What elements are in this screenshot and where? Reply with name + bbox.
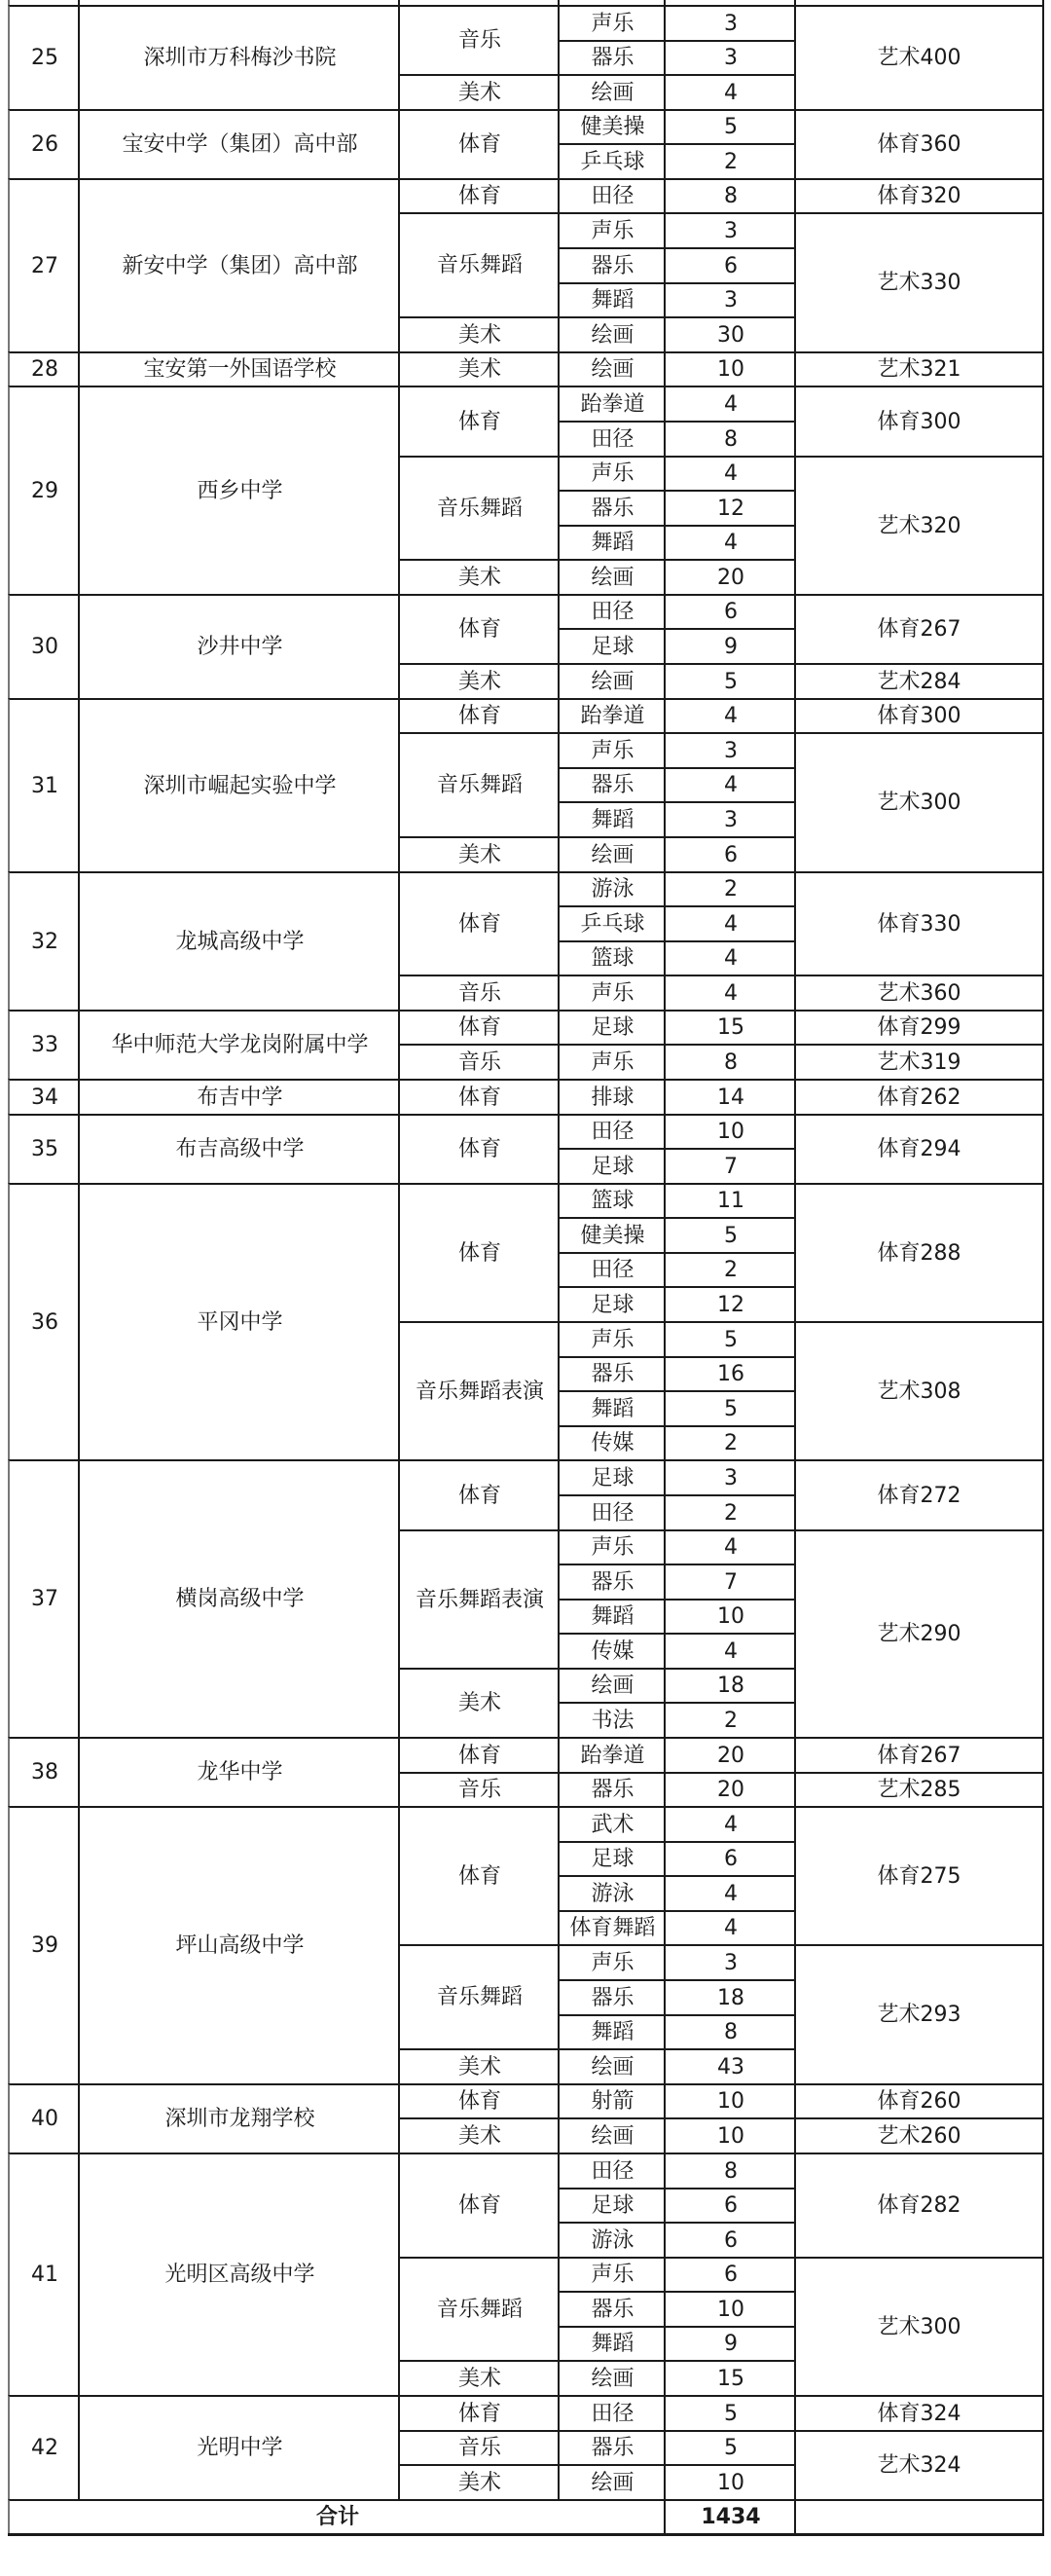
sub-item-cell: 声乐 (558, 1944, 666, 1981)
school-name: 龙城高级中学 (78, 871, 400, 1012)
quota-count-cell: 7 (664, 1564, 796, 1601)
quota-count-cell: 10 (664, 1599, 796, 1635)
sub-item-cell: 绘画 (558, 663, 666, 700)
school-number: 33 (8, 1010, 80, 1081)
school-name: 新安中学（集团）高中部 (78, 178, 400, 353)
school-number: 40 (8, 2083, 80, 2154)
school-name: 布吉高级中学 (78, 1114, 400, 1185)
score-line-cell: 体育320 (794, 178, 1044, 214)
quota-count-cell: 3 (664, 1459, 796, 1496)
quota-count-cell: 6 (664, 247, 796, 284)
school-number: 30 (8, 594, 80, 700)
category-cell: 音乐舞蹈 (398, 456, 560, 561)
sub-item-cell: 传媒 (558, 1425, 666, 1461)
sub-item-cell: 足球 (558, 1459, 666, 1496)
sub-item-cell: 足球 (558, 1148, 666, 1185)
sub-item-cell: 田径 (558, 421, 666, 458)
quota-count-cell: 20 (664, 1737, 796, 1774)
quota-count-cell: 3 (664, 40, 796, 76)
category-cell: 美术 (398, 559, 560, 596)
sub-item-cell: 绘画 (558, 2360, 666, 2397)
quota-count-cell: 8 (664, 2153, 796, 2190)
quota-count-cell: 43 (664, 2048, 796, 2085)
school-number: 42 (8, 2395, 80, 2501)
school-number: 27 (8, 178, 80, 353)
school-number: 25 (8, 5, 80, 111)
school-number: 31 (8, 698, 80, 873)
sub-item-cell: 舞蹈 (558, 801, 666, 838)
sub-item-cell: 足球 (558, 628, 666, 665)
category-cell: 音乐 (398, 1772, 560, 1808)
school-name: 龙华中学 (78, 1737, 400, 1808)
school-name: 平冈中学 (78, 1183, 400, 1461)
quota-count-cell: 9 (664, 628, 796, 665)
quota-count-cell: 10 (664, 2291, 796, 2328)
quota-count-cell: 3 (664, 1944, 796, 1981)
sub-item-cell: 声乐 (558, 1321, 666, 1358)
quota-count-cell: 3 (664, 282, 796, 318)
school-name: 宝安中学（集团）高中部 (78, 109, 400, 180)
quota-count-cell: 6 (664, 1841, 796, 1877)
quota-count-cell: 12 (664, 1286, 796, 1323)
score-line-cell: 体育260 (794, 2083, 1044, 2119)
sub-item-cell: 跆拳道 (558, 1737, 666, 1774)
sub-item-cell: 声乐 (558, 5, 666, 42)
quota-count-cell: 5 (664, 1321, 796, 1358)
quota-count-cell: 5 (664, 663, 796, 700)
category-cell: 美术 (398, 351, 560, 387)
sub-item-cell: 田径 (558, 2153, 666, 2190)
category-cell: 体育 (398, 2083, 560, 2119)
category-cell: 音乐 (398, 1044, 560, 1081)
quota-count-cell: 8 (664, 178, 796, 214)
score-line-cell: 体育299 (794, 1010, 1044, 1046)
score-line-cell: 体育282 (794, 2153, 1044, 2259)
category-cell: 体育 (398, 2395, 560, 2432)
score-line-cell: 艺术300 (794, 2257, 1044, 2397)
score-line-cell: 艺术285 (794, 1772, 1044, 1808)
sub-item-cell: 游泳 (558, 1875, 666, 1912)
quota-count-cell: 3 (664, 212, 796, 249)
quota-count-cell: 15 (664, 2360, 796, 2397)
category-cell: 美术 (398, 316, 560, 353)
sub-item-cell: 书法 (558, 1702, 666, 1739)
quota-count-cell: 2 (664, 143, 796, 180)
sub-item-cell: 足球 (558, 1841, 666, 1877)
sub-item-cell: 器乐 (558, 1564, 666, 1601)
sub-item-cell: 足球 (558, 1010, 666, 1046)
score-line-cell: 艺术320 (794, 456, 1044, 596)
score-line-cell: 体育330 (794, 871, 1044, 976)
category-cell: 体育 (398, 1079, 560, 1116)
quota-count-cell: 2 (664, 871, 796, 907)
quota-count-cell: 4 (664, 940, 796, 976)
sub-item-cell: 田径 (558, 1114, 666, 1150)
quota-count-cell: 4 (664, 905, 796, 942)
score-line-cell: 艺术308 (794, 1321, 1044, 1461)
category-cell: 体育 (398, 109, 560, 180)
quota-count-cell: 4 (664, 1910, 796, 1946)
quota-count-cell: 3 (664, 801, 796, 838)
sub-item-cell: 器乐 (558, 1772, 666, 1808)
school-number: 38 (8, 1737, 80, 1808)
quota-count-cell: 5 (664, 2430, 796, 2466)
score-line-cell: 体育294 (794, 1114, 1044, 1185)
sub-item-cell: 游泳 (558, 871, 666, 907)
sub-item-cell: 射箭 (558, 2083, 666, 2119)
sub-item-cell: 田径 (558, 178, 666, 214)
category-cell: 体育 (398, 1459, 560, 1531)
school-name: 深圳市万科梅沙书院 (78, 5, 400, 111)
table-bottom-border (8, 2533, 1044, 2536)
quota-count-cell: 4 (664, 1633, 796, 1670)
category-cell: 音乐舞蹈 (398, 2257, 560, 2362)
category-cell: 体育 (398, 386, 560, 458)
quota-count-cell: 2 (664, 1252, 796, 1288)
sub-item-cell: 舞蹈 (558, 282, 666, 318)
school-number: 41 (8, 2153, 80, 2397)
quota-count-cell: 6 (664, 2257, 796, 2293)
quota-count-cell: 2 (664, 1494, 796, 1531)
quota-count-cell: 8 (664, 2014, 796, 2050)
sub-item-cell: 器乐 (558, 40, 666, 76)
score-line-cell: 体育288 (794, 1183, 1044, 1323)
quota-count-cell: 5 (664, 2395, 796, 2432)
school-name: 布吉中学 (78, 1079, 400, 1116)
quota-count-cell: 3 (664, 5, 796, 42)
quota-count-cell: 16 (664, 1356, 796, 1392)
category-cell: 音乐 (398, 2430, 560, 2466)
sub-item-cell: 器乐 (558, 767, 666, 803)
quota-count-cell: 4 (664, 975, 796, 1012)
score-line-cell: 艺术290 (794, 1529, 1044, 1739)
school-name: 光明区高级中学 (78, 2153, 400, 2397)
quota-count-cell: 4 (664, 456, 796, 492)
sub-item-cell: 跆拳道 (558, 386, 666, 423)
sub-item-cell: 绘画 (558, 559, 666, 596)
quota-count-cell: 4 (664, 1875, 796, 1912)
sub-item-cell: 器乐 (558, 247, 666, 284)
school-number: 37 (8, 1459, 80, 1739)
school-name: 坪山高级中学 (78, 1806, 400, 2085)
sub-item-cell: 声乐 (558, 456, 666, 492)
school-name: 沙井中学 (78, 594, 400, 700)
quota-count-cell: 4 (664, 698, 796, 734)
school-number: 34 (8, 1079, 80, 1116)
quota-count-cell: 14 (664, 1079, 796, 1116)
category-cell: 美术 (398, 2464, 560, 2501)
school-number: 28 (8, 351, 80, 387)
quota-count-cell: 12 (664, 490, 796, 527)
school-name: 光明中学 (78, 2395, 400, 2501)
quota-count-cell: 10 (664, 2117, 796, 2154)
school-number: 29 (8, 386, 80, 596)
sub-item-cell: 田径 (558, 1252, 666, 1288)
score-line-cell: 艺术321 (794, 351, 1044, 387)
school-number: 32 (8, 871, 80, 1012)
school-number: 26 (8, 109, 80, 180)
category-cell: 音乐舞蹈 (398, 1944, 560, 2050)
score-line-cell: 体育267 (794, 594, 1044, 665)
quota-count-cell: 11 (664, 1183, 796, 1219)
sub-item-cell: 武术 (558, 1806, 666, 1843)
score-line-cell: 艺术260 (794, 2117, 1044, 2154)
sub-item-cell: 乒乓球 (558, 905, 666, 942)
category-cell: 体育 (398, 871, 560, 976)
quota-count-cell: 6 (664, 836, 796, 873)
sub-item-cell: 田径 (558, 594, 666, 630)
sub-item-cell: 篮球 (558, 940, 666, 976)
category-cell: 音乐舞蹈 (398, 212, 560, 318)
total-score-empty (794, 2499, 1044, 2535)
score-line-cell: 体育262 (794, 1079, 1044, 1116)
school-name: 宝安第一外国语学校 (78, 351, 400, 387)
sub-item-cell: 器乐 (558, 2430, 666, 2466)
sub-item-cell: 绘画 (558, 351, 666, 387)
quota-count-cell: 18 (664, 1979, 796, 2016)
score-line-cell: 体育360 (794, 109, 1044, 180)
quota-count-cell: 2 (664, 1702, 796, 1739)
sub-item-cell: 器乐 (558, 1979, 666, 2016)
sub-item-cell: 游泳 (558, 2222, 666, 2259)
total-count: 1434 (664, 2499, 796, 2535)
sub-item-cell: 器乐 (558, 2291, 666, 2328)
sub-item-cell: 声乐 (558, 2257, 666, 2293)
category-cell: 体育 (398, 1010, 560, 1046)
score-line-cell: 艺术324 (794, 2430, 1044, 2501)
category-cell: 美术 (398, 663, 560, 700)
category-cell: 音乐舞蹈表演 (398, 1529, 560, 1670)
quota-count-cell: 20 (664, 559, 796, 596)
quota-count-cell: 7 (664, 1148, 796, 1185)
category-cell: 体育 (398, 2153, 560, 2259)
category-cell: 体育 (398, 178, 560, 214)
sub-item-cell: 舞蹈 (558, 525, 666, 561)
score-line-cell: 体育275 (794, 1806, 1044, 1946)
school-number: 35 (8, 1114, 80, 1185)
category-cell: 体育 (398, 1114, 560, 1185)
sub-item-cell: 舞蹈 (558, 2014, 666, 2050)
quota-count-cell: 6 (664, 2222, 796, 2259)
school-name: 西乡中学 (78, 386, 400, 596)
quota-count-cell: 10 (664, 2464, 796, 2501)
sub-item-cell: 田径 (558, 1494, 666, 1531)
score-line-cell: 艺术360 (794, 975, 1044, 1012)
quota-count-cell: 6 (664, 594, 796, 630)
sub-item-cell: 体育舞蹈 (558, 1910, 666, 1946)
score-line-cell: 体育272 (794, 1459, 1044, 1531)
school-name: 深圳市龙翔学校 (78, 2083, 400, 2154)
school-name: 深圳市崛起实验中学 (78, 698, 400, 873)
category-cell: 美术 (398, 2048, 560, 2085)
sub-item-cell: 绘画 (558, 316, 666, 353)
category-cell: 音乐 (398, 975, 560, 1012)
sub-item-cell: 声乐 (558, 1044, 666, 1081)
sub-item-cell: 声乐 (558, 732, 666, 769)
sub-item-cell: 足球 (558, 1286, 666, 1323)
score-line-cell: 艺术300 (794, 732, 1044, 873)
category-cell: 音乐舞蹈 (398, 732, 560, 838)
quota-count-cell: 10 (664, 351, 796, 387)
quota-count-cell: 20 (664, 1772, 796, 1808)
school-number: 39 (8, 1806, 80, 2085)
sub-item-cell: 绘画 (558, 836, 666, 873)
score-line-cell: 艺术400 (794, 5, 1044, 111)
sub-item-cell: 绘画 (558, 2048, 666, 2085)
sub-item-cell: 绘画 (558, 2117, 666, 2154)
sub-item-cell: 器乐 (558, 490, 666, 527)
category-cell: 音乐 (398, 5, 560, 76)
score-line-cell: 艺术284 (794, 663, 1044, 700)
score-line-cell: 体育267 (794, 1737, 1044, 1774)
quota-count-cell: 8 (664, 421, 796, 458)
quota-count-cell: 3 (664, 732, 796, 769)
quota-count-cell: 5 (664, 1217, 796, 1254)
sub-item-cell: 排球 (558, 1079, 666, 1116)
category-cell: 体育 (398, 1183, 560, 1323)
quota-count-cell: 9 (664, 2326, 796, 2362)
school-name: 华中师范大学龙岗附属中学 (78, 1010, 400, 1081)
score-line-cell: 体育300 (794, 386, 1044, 458)
sub-item-cell: 舞蹈 (558, 2326, 666, 2362)
score-line-cell: 艺术293 (794, 1944, 1044, 2085)
sub-item-cell: 绘画 (558, 2464, 666, 2501)
score-line-cell: 艺术330 (794, 212, 1044, 353)
category-cell: 体育 (398, 1737, 560, 1774)
quota-count-cell: 8 (664, 1044, 796, 1081)
quota-count-cell: 2 (664, 1425, 796, 1461)
category-cell: 美术 (398, 836, 560, 873)
sub-item-cell: 舞蹈 (558, 1599, 666, 1635)
sub-item-cell: 绘画 (558, 1668, 666, 1704)
sub-item-cell: 篮球 (558, 1183, 666, 1219)
school-name: 横岗高级中学 (78, 1459, 400, 1739)
quota-count-cell: 4 (664, 74, 796, 111)
quota-count-cell: 5 (664, 1390, 796, 1427)
sub-item-cell: 舞蹈 (558, 1390, 666, 1427)
sub-item-cell: 声乐 (558, 1529, 666, 1565)
quota-count-cell: 10 (664, 2083, 796, 2119)
quota-count-cell: 30 (664, 316, 796, 353)
sub-item-cell: 传媒 (558, 1633, 666, 1670)
total-label: 合计 (8, 2499, 666, 2535)
sub-item-cell: 声乐 (558, 975, 666, 1012)
quota-count-cell: 4 (664, 1806, 796, 1843)
quota-count-cell: 4 (664, 767, 796, 803)
category-cell: 美术 (398, 2360, 560, 2397)
sub-item-cell: 声乐 (558, 212, 666, 249)
category-cell: 体育 (398, 594, 560, 665)
sub-item-cell: 跆拳道 (558, 698, 666, 734)
category-cell: 美术 (398, 74, 560, 111)
category-cell: 美术 (398, 1668, 560, 1739)
quota-count-cell: 4 (664, 1529, 796, 1565)
sub-item-cell: 器乐 (558, 1356, 666, 1392)
quota-count-cell: 5 (664, 109, 796, 145)
score-line-cell: 体育324 (794, 2395, 1044, 2432)
category-cell: 体育 (398, 698, 560, 734)
quota-count-cell: 6 (664, 2188, 796, 2224)
sub-item-cell: 健美操 (558, 109, 666, 145)
sub-item-cell: 乒乓球 (558, 143, 666, 180)
quota-count-cell: 10 (664, 1114, 796, 1150)
quota-count-cell: 4 (664, 525, 796, 561)
quota-count-cell: 15 (664, 1010, 796, 1046)
quota-count-cell: 18 (664, 1668, 796, 1704)
school-number: 36 (8, 1183, 80, 1461)
category-cell: 音乐舞蹈表演 (398, 1321, 560, 1461)
sub-item-cell: 健美操 (558, 1217, 666, 1254)
sub-item-cell: 田径 (558, 2395, 666, 2432)
category-cell: 美术 (398, 2117, 560, 2154)
score-line-cell: 艺术319 (794, 1044, 1044, 1081)
category-cell: 体育 (398, 1806, 560, 1946)
score-line-cell: 体育300 (794, 698, 1044, 734)
quota-count-cell: 4 (664, 386, 796, 423)
sub-item-cell: 绘画 (558, 74, 666, 111)
sub-item-cell: 足球 (558, 2188, 666, 2224)
